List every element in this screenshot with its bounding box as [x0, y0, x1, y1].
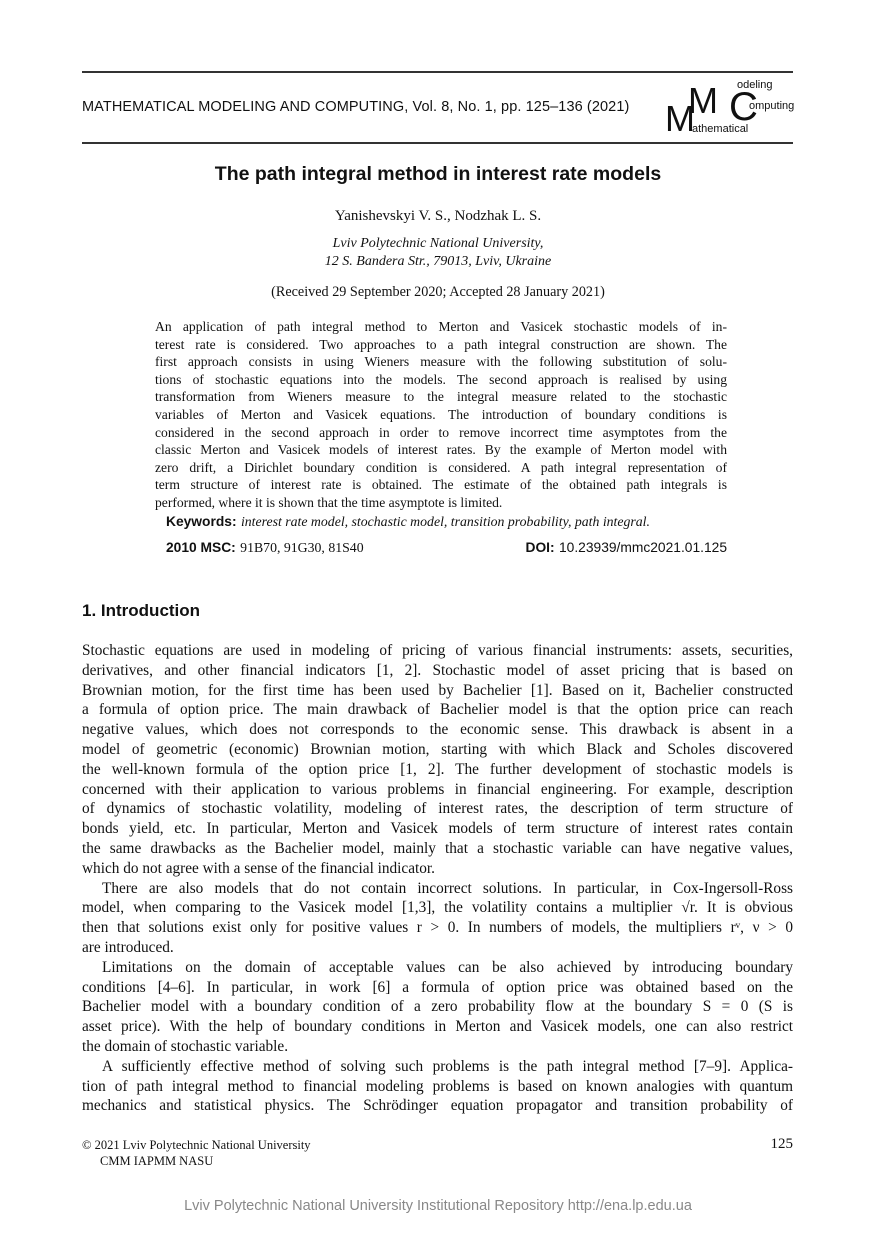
header-bottom-rule	[82, 142, 793, 144]
keywords-label: Keywords:	[166, 514, 237, 529]
body-line: a formula of option price. The main drawback of Bachelier model is that the option price can reach	[82, 701, 793, 719]
body-line: Stochastic equations are used in modeling of pricing of various financial instruments: assets, securities,	[82, 642, 793, 659]
doi-link[interactable]: 10.23939/mmc2021.01.125	[559, 540, 727, 555]
msc-codes	[166, 540, 364, 556]
body-line: There are also models that do not contain incorrect solutions. In particular, in Cox-Ingersoll-Ross	[102, 879, 793, 897]
journal-logo	[665, 76, 795, 140]
body-line: are introduced.	[82, 938, 174, 956]
body-line: which do not agree with a sense of the financial indicator.	[82, 859, 435, 877]
paragraph	[82, 1057, 793, 1116]
doi-label: DOI:	[525, 540, 555, 555]
logo-c-computing: C	[729, 85, 758, 129]
logo-m-mathematical: M	[665, 98, 695, 139]
body-line: model of geometric (economic) Brownian motion, starting with which Black and Scholes discovered	[82, 740, 793, 758]
repository-watermark: Lviv Polytechnic National University Institutional Repository http://ena.lp.edu.ua	[184, 1198, 692, 1214]
logo-computing-text: omputing	[749, 100, 795, 112]
abstract-line: considered in the second approach in order to remove incorrect time asymptotes from the	[155, 424, 727, 440]
header-top-rule	[82, 71, 793, 73]
abstract-line: first approach consists in using Wieners measure with the following substitution of solu-	[155, 354, 727, 370]
affiliation-line-2: 12 S. Bandera Str., 79013, Lviv, Ukraine	[324, 254, 552, 269]
body-line: then that solutions exist only for positive values r > 0. In numbers of models, the multipliers rᵛ, ν > 0	[82, 919, 793, 937]
keywords	[166, 514, 650, 530]
paragraph	[82, 641, 793, 879]
keywords-value: interest rate model, stochastic model, transition probability, path integral.	[240, 514, 650, 529]
body-line: Bachelier model with a boundary condition of a zero probability flow at the boundary S = 0 (S is	[82, 998, 793, 1016]
body-line: asset price). With the help of boundary conditions in Merton and Vasicek models, one can also restrict	[82, 1018, 793, 1036]
received-dates: (Received 29 September 2020; Accepted 28 January 2021)	[271, 284, 605, 300]
doi	[525, 540, 727, 556]
body-line: Brownian motion, for the first time has been used by Bachelier [1]. Based on it, Bachelier constructed	[82, 681, 793, 699]
logo-m-modeling: M	[688, 80, 718, 121]
body-line: the same drawbacks as the Bachelier model, mainly that a stochastic variable can have negative values,	[82, 839, 793, 857]
authors: Yanishevskyi V. S., Nodzhak L. S.	[334, 208, 542, 224]
abstract-line: term structure of interest rate is obtained. The estimate of the obtained path integrals is	[155, 477, 727, 493]
msc-label: 2010 MSC:	[166, 540, 236, 555]
body-line: Limitations on the domain of acceptable values can be also achieved by introducing boundary	[102, 958, 793, 976]
journal-citation: MATHEMATICAL MODELING AND COMPUTING, Vol. 8, No. 1, pp. 125–136 (2021)	[82, 99, 630, 115]
introduction-body	[82, 641, 793, 1116]
body-line: the domain of stochastic variable.	[82, 1037, 289, 1055]
abstract	[155, 318, 727, 512]
body-line: of dynamics of stochastic volatility, modeling of interest rates, the description of term structure of	[82, 800, 793, 818]
paragraph	[82, 879, 793, 958]
abstract-line: classic Merton and Vasicek models of interest rates. By the example of Merton model with	[155, 442, 727, 458]
section-heading-introduction: 1. Introduction	[82, 601, 201, 620]
body-line: derivatives, and other financial indicators [1, 2]. Stochastic model of asset pricing that is based on	[82, 661, 793, 679]
abstract-line: transformation from Wieners measure to the integral measure related to the stochastic	[155, 389, 727, 405]
organization: CMM IAPMM NASU	[100, 1154, 214, 1168]
copyright-notice: © 2021 Lviv Polytechnic National University	[82, 1138, 311, 1152]
msc-value: 91B70, 91G30, 81S40	[240, 540, 364, 555]
paper-title: The path integral method in interest rate models	[214, 163, 662, 185]
body-line: the well-known formula of the option price [1, 2]. The further development of stochastic models is	[82, 760, 793, 778]
body-line: tion of path integral method to financial modeling problems is based on known analogies with quantum	[82, 1077, 793, 1095]
body-line: mechanics and statistical physics. The Schrödinger equation propagator and transition probability of	[82, 1097, 793, 1115]
body-line: bonds yield, etc. In particular, Merton and Vasicek models of term structure of interest rates contain	[82, 820, 793, 838]
body-line: model, when comparing to the Vasicek model [1,3], the volatility contains a multiplier √r. It is obvious	[82, 899, 793, 917]
paragraph	[82, 958, 793, 1057]
affiliation-line-1: Lviv Polytechnic National University,	[332, 236, 544, 251]
abstract-line: terest rate is considered. Two approaches to a path integral construction are shown. The	[155, 336, 727, 352]
abstract-line: variables of Merton and Vasicek equations. The introduction of boundary conditions is	[155, 406, 727, 422]
abstract-line: tions of stochastic equations into the models. The second approach is realised by using	[155, 371, 727, 387]
abstract-line: An application of path integral method to Merton and Vasicek stochastic models of in-	[155, 319, 727, 334]
body-line: negative values, which does not corresponds to the economic sense. This drawback is absent in a	[82, 721, 793, 739]
body-line: concerned with their application to various problems in financial engineering. For example, description	[82, 780, 793, 798]
logo-mathematical-text: athematical	[692, 123, 749, 135]
abstract-line: zero drift, a Dirichlet boundary condition is considered. A path integral representation of	[155, 459, 727, 475]
logo-modeling-text: odeling	[737, 79, 773, 91]
abstract-line: performed, where it is shown that the time asymptote is limited.	[155, 494, 503, 510]
page-number: 125	[770, 1136, 793, 1152]
body-line: A sufficiently effective method of solving such problems is the path integral method [7–9]. Applica-	[102, 1057, 793, 1075]
body-line: conditions [4–6]. In particular, in work [6] a formula of option price was obtained based on the	[82, 978, 793, 996]
